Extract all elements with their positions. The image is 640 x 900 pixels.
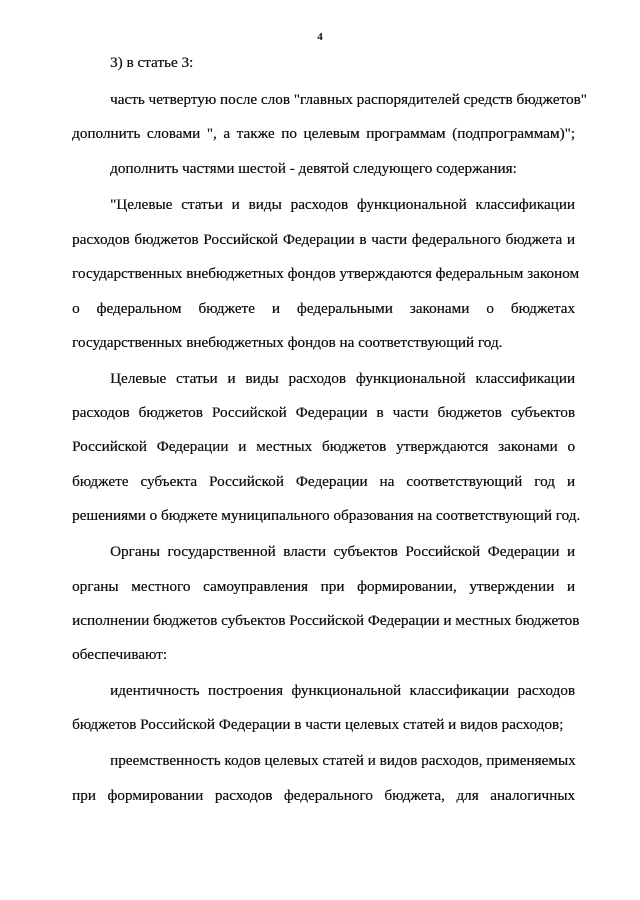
text-line: Российской Федерации и местных бюджетов утверждаются законами о: [72, 438, 575, 455]
text-line: обеспечивают:: [72, 646, 167, 663]
text-line: преемственность кодов целевых статей и видов расходов, применяемых: [110, 752, 576, 769]
text-line: расходов бюджетов Российской Федерации в части бюджетов субъектов: [72, 404, 575, 421]
text-line: о федеральном бюджете и федеральными законами о бюджетах: [72, 300, 575, 317]
text-line: исполнении бюджетов субъектов Российской Федерации и местных бюджетов: [72, 612, 580, 629]
text-line: часть четвертую после слов "главных распорядителей средств бюджетов": [110, 91, 587, 108]
text-line: Органы государственной власти субъектов Российской Федерации и: [110, 543, 575, 560]
text-line: бюджете субъекта Российской Федерации на соответствующий год и: [72, 473, 575, 490]
text-line: государственных внебюджетных фондов на соответствующий год.: [72, 334, 503, 351]
text-line: органы местного самоуправления при формировании, утверждении и: [72, 578, 575, 595]
text-line: дополнить словами ", а также по целевым программам (подпрограммам)";: [72, 125, 575, 142]
page-number: 4: [317, 31, 323, 43]
text-line: идентичность построения функциональной классификации расходов: [110, 682, 575, 699]
text-line: "Целевые статьи и виды расходов функциональной классификации: [110, 196, 575, 213]
text-line: бюджетов Российской Федерации в части целевых статей и видов расходов;: [72, 716, 564, 733]
text-line: решениями о бюджете муниципального образования на соответствующий год.: [72, 507, 581, 524]
text-line: при формировании расходов федерального бюджета, для аналогичных: [72, 787, 575, 804]
text-line: государственных внебюджетных фондов утверждаются федеральным законом: [72, 265, 580, 282]
text-line: дополнить частями шестой - девятой следующего содержания:: [110, 160, 517, 177]
text-line: расходов бюджетов Российской Федерации в части федерального бюджета и: [72, 231, 575, 248]
text-line: Целевые статьи и виды расходов функциональной классификации: [110, 370, 575, 387]
text-line-article-item: 3) в статье 3:: [110, 54, 194, 71]
